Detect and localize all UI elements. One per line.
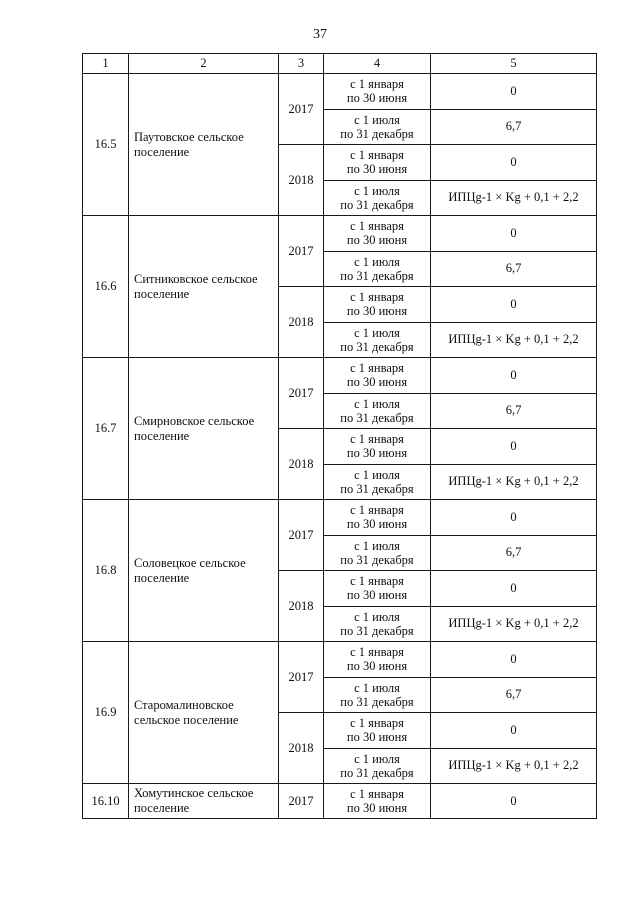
period-start: с 1 июля — [354, 254, 400, 269]
table-row — [83, 784, 597, 819]
settlement-name-line: поселение — [134, 286, 190, 301]
period-cell — [324, 571, 431, 607]
period-end: по 31 декабря — [340, 481, 414, 496]
period-start: с 1 января — [350, 361, 404, 376]
period-start: с 1 июля — [354, 325, 400, 340]
period-cell — [324, 287, 431, 323]
settlement-name — [129, 358, 279, 500]
period-start: с 1 января — [350, 290, 404, 305]
year-cell: 2017 — [279, 358, 324, 429]
year-cell: 2018 — [279, 145, 324, 216]
rate-cell: ИПЦg-1 × Kg + 0,1 + 2,2 — [431, 464, 597, 500]
rate-cell: 6,7 — [431, 251, 597, 287]
rate-cell: 0 — [431, 145, 597, 181]
rate-cell: ИПЦg-1 × Kg + 0,1 + 2,2 — [431, 322, 597, 358]
period-end: по 30 июня — [346, 446, 408, 461]
period-end: по 31 декабря — [340, 197, 414, 212]
entry-number: 16.6 — [83, 216, 129, 358]
period-cell — [324, 393, 431, 429]
period-start: с 1 января — [350, 503, 404, 518]
period-cell — [324, 535, 431, 571]
period-end: по 30 июня — [346, 517, 408, 532]
period-end: по 30 июня — [346, 659, 408, 674]
period-end: по 31 декабря — [340, 268, 414, 283]
period-end: по 30 июня — [346, 233, 408, 248]
settlement-name-line: Смирновское сельское — [134, 413, 255, 428]
rate-cell: 6,7 — [431, 109, 597, 145]
settlement-name-line: Хомутинское сельское — [134, 786, 254, 800]
period-start: с 1 января — [350, 716, 404, 731]
period-cell — [324, 784, 431, 819]
entry-number: 16.10 — [83, 784, 129, 819]
entry-number: 16.5 — [83, 74, 129, 216]
period-start: с 1 июля — [354, 183, 400, 198]
period-cell — [324, 251, 431, 287]
period-cell — [324, 642, 431, 678]
year-cell: 2018 — [279, 429, 324, 500]
header-cell: 5 — [431, 54, 597, 74]
rate-cell: 0 — [431, 74, 597, 110]
year-cell: 2017 — [279, 784, 324, 819]
period-end: по 31 декабря — [340, 410, 414, 425]
period-end: по 31 декабря — [340, 765, 414, 780]
period-start: с 1 июля — [354, 609, 400, 624]
period-start: с 1 января — [350, 77, 404, 92]
settlement-name-line: поселение — [134, 801, 190, 815]
table-row — [83, 358, 597, 394]
table-row — [83, 500, 597, 536]
period-end: по 30 июня — [346, 162, 408, 177]
rate-cell: ИПЦg-1 × Kg + 0,1 + 2,2 — [431, 748, 597, 784]
rate-cell: ИПЦg-1 × Kg + 0,1 + 2,2 — [431, 180, 597, 216]
period-cell — [324, 606, 431, 642]
settlement-name — [129, 784, 279, 819]
period-end: по 31 декабря — [340, 126, 414, 141]
period-start: с 1 января — [350, 787, 404, 801]
year-cell: 2017 — [279, 500, 324, 571]
rate-cell: 0 — [431, 500, 597, 536]
header-cell: 4 — [324, 54, 431, 74]
settlement-name-line: Паутовское сельское — [134, 129, 244, 144]
year-cell: 2017 — [279, 642, 324, 713]
period-start: с 1 июля — [354, 112, 400, 127]
period-start: с 1 января — [350, 645, 404, 660]
period-cell — [324, 358, 431, 394]
period-start: с 1 июля — [354, 751, 400, 766]
period-end: по 31 декабря — [340, 552, 414, 567]
tariff-table — [82, 53, 597, 819]
rate-cell: 0 — [431, 287, 597, 323]
period-start: с 1 января — [350, 219, 404, 234]
header-cell: 2 — [129, 54, 279, 74]
period-cell — [324, 216, 431, 252]
period-cell — [324, 464, 431, 500]
period-cell — [324, 109, 431, 145]
period-start: с 1 июля — [354, 538, 400, 553]
rate-cell: 0 — [431, 713, 597, 749]
page-number: 37 — [313, 27, 327, 42]
period-cell — [324, 500, 431, 536]
period-end: по 30 июня — [346, 304, 408, 319]
rate-cell: ИПЦg-1 × Kg + 0,1 + 2,2 — [431, 606, 597, 642]
period-start: с 1 января — [350, 432, 404, 447]
period-start: с 1 июля — [354, 396, 400, 411]
period-end: по 30 июня — [346, 91, 408, 106]
settlement-name-line: сельское поселение — [134, 712, 239, 727]
period-start: с 1 июля — [354, 467, 400, 482]
period-cell — [324, 429, 431, 465]
header-cell: 1 — [83, 54, 129, 74]
table-row — [83, 216, 597, 252]
rate-cell: 0 — [431, 429, 597, 465]
period-end: по 30 июня — [346, 588, 408, 603]
year-cell: 2018 — [279, 713, 324, 784]
period-cell — [324, 713, 431, 749]
settlement-name-line: Ситниковское сельское — [134, 271, 258, 286]
entry-number: 16.8 — [83, 500, 129, 642]
settlement-name — [129, 74, 279, 216]
rate-cell: 6,7 — [431, 393, 597, 429]
rate-cell: 6,7 — [431, 677, 597, 713]
settlement-name-line: Старомалиновское — [134, 697, 234, 712]
period-end: по 30 июня — [346, 730, 408, 745]
period-cell — [324, 748, 431, 784]
rate-cell: 0 — [431, 358, 597, 394]
period-end: по 30 июня — [346, 375, 408, 390]
period-end: по 31 декабря — [340, 623, 414, 638]
year-cell: 2017 — [279, 74, 324, 145]
period-cell — [324, 180, 431, 216]
settlement-name-line: поселение — [134, 570, 190, 585]
table-row — [83, 642, 597, 678]
year-cell: 2017 — [279, 216, 324, 287]
settlement-name — [129, 642, 279, 784]
rate-cell: 0 — [431, 571, 597, 607]
period-cell — [324, 322, 431, 358]
period-end: по 30 июня — [346, 801, 408, 815]
rate-cell: 0 — [431, 642, 597, 678]
entry-number: 16.7 — [83, 358, 129, 500]
rate-cell: 6,7 — [431, 535, 597, 571]
period-end: по 31 декабря — [340, 339, 414, 354]
rate-cell: 0 — [431, 216, 597, 252]
entry-number: 16.9 — [83, 642, 129, 784]
header-cell: 3 — [279, 54, 324, 74]
period-start: с 1 июля — [354, 680, 400, 695]
year-cell: 2018 — [279, 287, 324, 358]
table-row — [83, 74, 597, 110]
period-end: по 31 декабря — [340, 694, 414, 709]
period-cell — [324, 74, 431, 110]
period-start: с 1 января — [350, 148, 404, 163]
period-cell — [324, 145, 431, 181]
settlement-name — [129, 216, 279, 358]
period-cell — [324, 677, 431, 713]
settlement-name-line: поселение — [134, 428, 190, 443]
header-row — [83, 54, 597, 74]
settlement-name-line: Соловецкое сельское — [134, 555, 246, 570]
settlement-name-line: поселение — [134, 144, 190, 159]
rate-cell: 0 — [431, 784, 597, 819]
year-cell: 2018 — [279, 571, 324, 642]
period-start: с 1 января — [350, 574, 404, 589]
settlement-name — [129, 500, 279, 642]
